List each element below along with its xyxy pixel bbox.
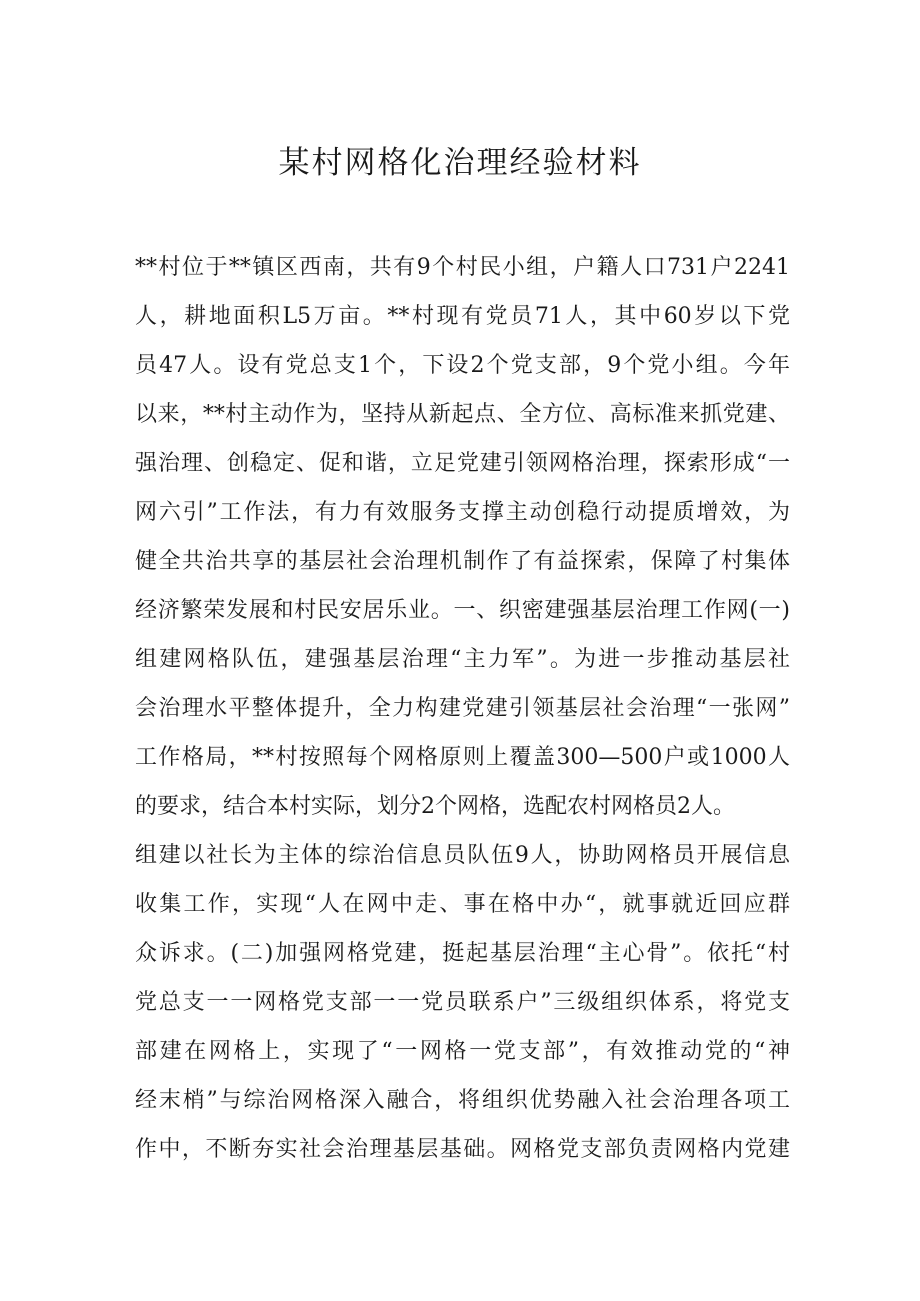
document-title: 某村网格化治理经验材料: [278, 145, 642, 181]
body-line: 党总支一一网格党支部一一党员联系户”三级组织体系，将党支: [135, 990, 790, 1015]
document-body: [135, 243, 790, 1174]
body-line: 部建在网格上，实现了“一网格一党支部”，有效推动党的“神: [135, 1039, 790, 1064]
body-line: 人，耕地面积L5万亩。**村现有党员71人，其中60岁以下党: [135, 304, 790, 329]
body-line: 员47人。设有党总支1个，下设2个党支部，9个党小组。今年: [135, 353, 790, 378]
body-line: 的要求，结合本村实际，划分2个网格，选配农村网格员2人。: [135, 794, 735, 819]
body-line: 作中，不断夯实社会治理基层基础。网格党支部负责网格内党建: [135, 1137, 790, 1162]
body-line: 健全共治共享的基层社会治理机制作了有益探索，保障了村集体: [135, 549, 790, 574]
body-line: **村位于**镇区西南，共有9个村民小组，户籍人口731户2241: [135, 255, 790, 280]
body-line: 组建网格队伍，建强基层治理“主力军”。为进一步推动基层社: [135, 647, 790, 672]
body-line: 以来，**村主动作为，坚持从新起点、全方位、高标准来抓党建、: [135, 402, 790, 427]
body-line: 工作格局，**村按照每个网格原则上覆盖300—500户或1000人: [135, 745, 790, 770]
body-line: 收集工作，实现“人在网中走、事在格中办“，就事就近回应群: [135, 892, 790, 917]
body-line: 组建以社长为主体的综治信息员队伍9人，协助网格员开展信息: [135, 843, 790, 868]
body-line: 经末梢”与综治网格深入融合，将组织优势融入社会治理各项工: [135, 1088, 790, 1113]
body-line: 众诉求。(二)加强网格党建，挺起基层治理“主心骨”。依托“村: [135, 941, 790, 966]
body-line: 会治理水平整体提升，全力构建党建引领基层社会治理“一张网”: [135, 696, 790, 721]
body-line: 经济繁荣发展和村民安居乐业。一、织密建强基层治理工作网(一): [135, 598, 790, 623]
body-line: 强治理、创稳定、促和谐，立足党建引领网格治理，探索形成“一: [135, 451, 790, 476]
body-line: 网六引”工作法，有力有效服务支撑主动创稳行动提质增效，为: [135, 500, 790, 525]
